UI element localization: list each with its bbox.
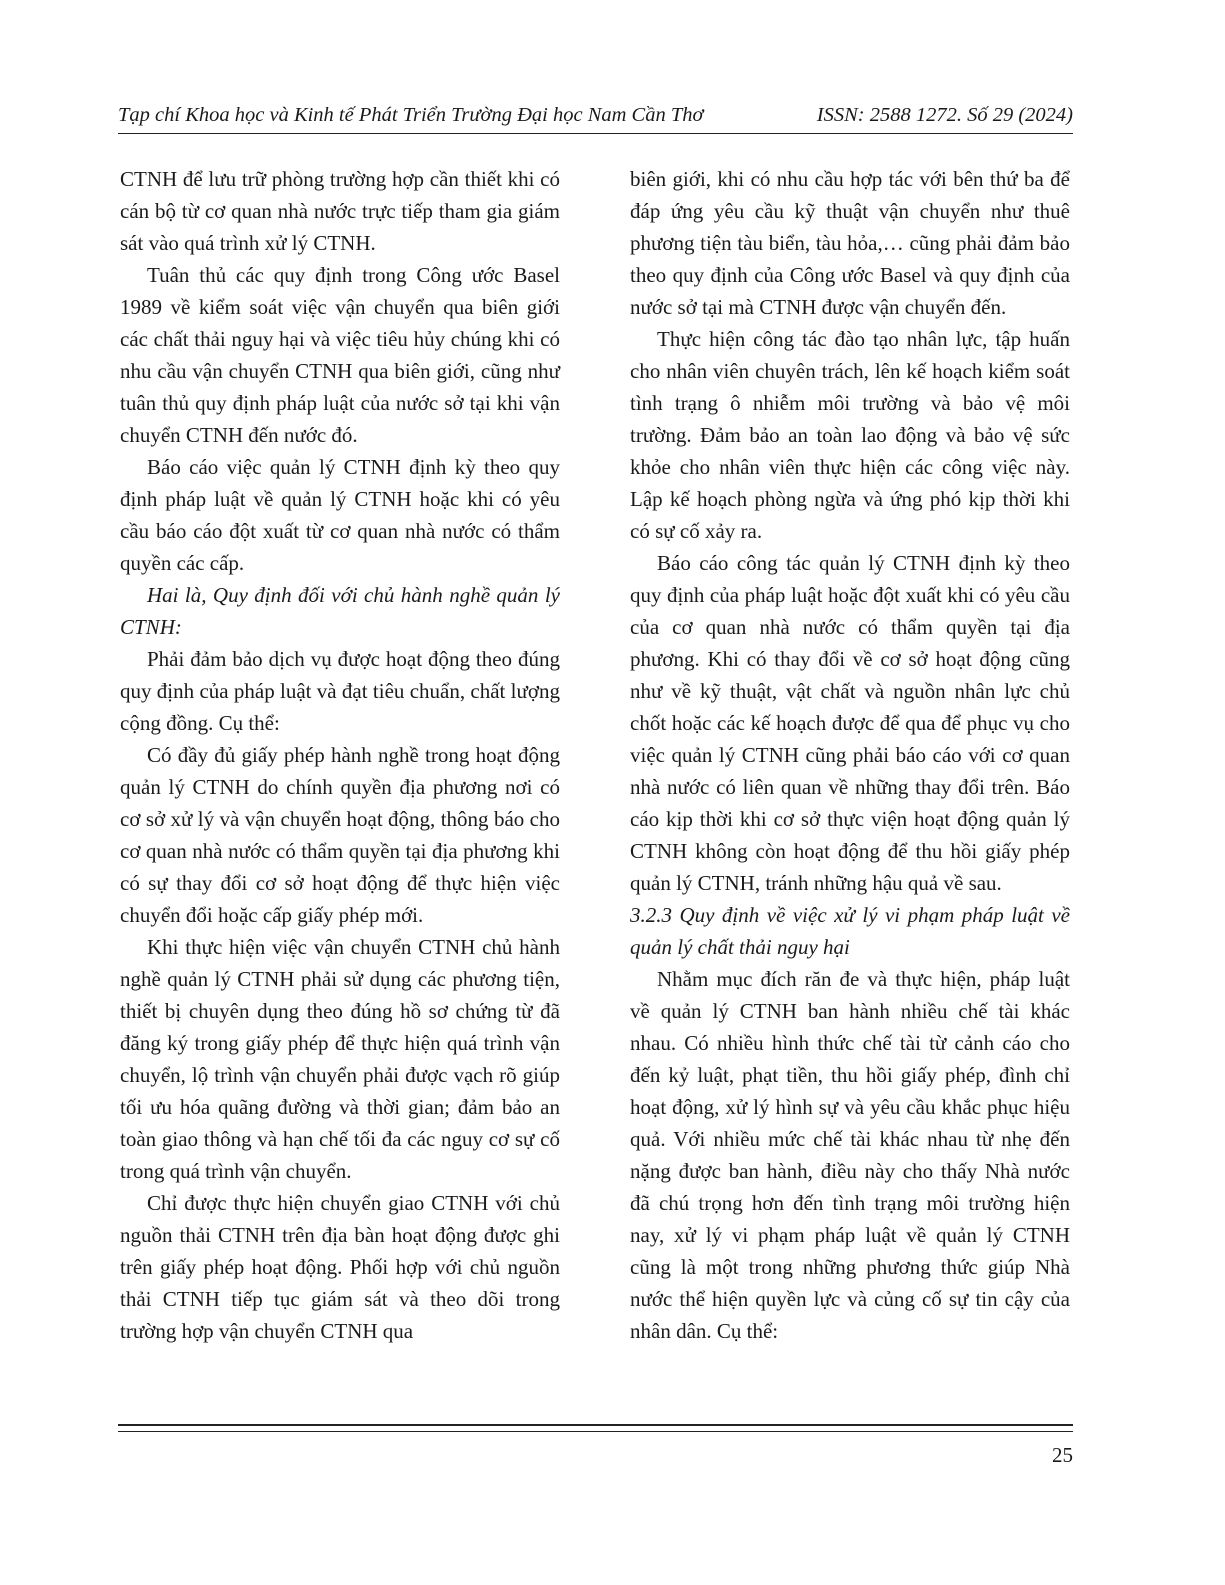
paragraph: Báo cáo công tác quản lý CTNH định kỳ theo quy định của pháp luật hoặc đột xuất khi có yêu cầu của cơ quan nhà nước có thẩm quyền tại địa phương. Khi có thay đổi về cơ sở hoạt động cũng như về kỹ thuật, vật chất và nguồn nhân lực chủ chốt hoặc các kế hoạch được để qua để phục vụ cho việc quản lý CTNH cũng phải báo cáo với cơ quan nhà nước có liên quan về những thay đổi trên. Báo cáo kịp thời khi cơ sở thực viện hoạt động quản lý CTNH không còn hoạt động để thu hồi giấy phép quản lý CTNH, tránh những hậu quả về sau.: [630, 551, 1070, 895]
paragraph: Phải đảm bảo dịch vụ được hoạt động theo đúng quy định của pháp luật và đạt tiêu chuẩn, chất lượng cộng đồng. Cụ thể:: [120, 647, 560, 735]
paragraph: Nhằm mục đích răn đe và thực hiện, pháp luật về quản lý CTNH ban hành nhiều chế tài khác nhau. Có nhiều hình thức chế tài từ cảnh cáo cho đến kỷ luật, phạt tiền, thu hồi giấy phép, đình chỉ hoạt động, xử lý hình sự và yêu cầu khắc phục hiệu quả. Với nhiều mức chế tài khác nhau từ nhẹ đến nặng được ban hành, điều này cho thấy Nhà nước đã chú trọng hơn đến tình trạng môi trường hiện nay, xử lý vi phạm pháp luật về quản lý CTNH cũng là một trong những phương thức giúp Nhà nước thể hiện quyền lực và củng cố sự tin cậy của nhân dân. Cụ thể:: [630, 967, 1070, 1343]
journal-title: Tạp chí Khoa học và Kinh tế Phát Triển Trường Đại học Nam Cần Thơ: [118, 104, 704, 126]
paragraph: Báo cáo việc quản lý CTNH định kỳ theo quy định pháp luật về quản lý CTNH hoặc khi có yêu cầu báo cáo đột xuất từ cơ quan nhà nước có thẩm quyền các cấp.: [120, 455, 560, 575]
paragraph: Chỉ được thực hiện chuyển giao CTNH với chủ nguồn thải CTNH trên địa bàn hoạt động được ghi trên giấy phép hoạt động. Phối hợp với chủ nguồn thải CTNH tiếp tục giám sát và theo dõi trong trường hợp vận chuyển CTNH qua: [120, 1191, 560, 1343]
page-number: 25: [1052, 1443, 1073, 1467]
paragraph: Tuân thủ các quy định trong Công ước Basel 1989 về kiểm soát việc vận chuyển qua biên giới các chất thải nguy hại và việc tiêu hủy chúng khi có nhu cầu vận chuyển CTNH qua biên giới, cũng như tuân thủ quy định pháp luật của nước sở tại khi vận chuyển CTNH đến nước đó.: [120, 263, 560, 447]
section-heading: 3.2.3 Quy định về việc xử lý vi phạm pháp luật về quản lý chất thải nguy hại: [630, 903, 1070, 959]
header-rule: [118, 133, 1073, 134]
left-column: [120, 163, 560, 1347]
paragraph: Thực hiện công tác đào tạo nhân lực, tập huấn cho nhân viên chuyên trách, lên kế hoạch kiểm soát tình trạng ô nhiễm môi trường và bảo vệ môi trường. Đảm bảo an toàn lao động và bảo vệ sức khỏe cho nhân viên thực hiện các công việc này. Lập kế hoạch phòng ngừa và ứng phó kịp thời khi có sự cố xảy ra.: [630, 327, 1070, 543]
footer-rule-thick: [118, 1424, 1073, 1426]
paragraph-continued: CTNH để lưu trữ phòng trường hợp cần thiết khi có cán bộ từ cơ quan nhà nước trực tiếp tham gia giám sát vào quá trình xử lý CTNH.: [120, 167, 560, 255]
paragraph: Khi thực hiện việc vận chuyển CTNH chủ hành nghề quản lý CTNH phải sử dụng các phương tiện, thiết bị chuyên dụng theo đúng hồ sơ chứng từ đã đăng ký trong giấy phép để thực hiện quá trình vận chuyển, lộ trình vận chuyển phải được vạch rõ giúp tối ưu hóa quãng đường và thời gian; đảm bảo an toàn giao thông và hạn chế tối đa các nguy cơ sự cố trong quá trình vận chuyển.: [120, 935, 560, 1183]
subheading: Hai là, Quy định đối với chủ hành nghề quản lý CTNH:: [120, 583, 560, 639]
footer-rule-thin: [118, 1431, 1073, 1432]
issn-issue: ISSN: 2588 1272. Số 29 (2024): [816, 104, 1073, 126]
right-column: [630, 163, 1070, 1347]
paragraph: Có đầy đủ giấy phép hành nghề trong hoạt động quản lý CTNH do chính quyền địa phương nơi có cơ sở xử lý và vận chuyển hoạt động, thông báo cho cơ quan nhà nước có thẩm quyền tại địa phương khi có sự thay đổi cơ sở hoạt động để thực hiện việc chuyển đổi hoặc cấp giấy phép mới.: [120, 743, 560, 927]
paragraph-continued: biên giới, khi có nhu cầu hợp tác với bên thứ ba để đáp ứng yêu cầu kỹ thuật vận chuyển như thuê phương tiện tàu biển, tàu hỏa,… cũng phải đảm bảo theo quy định của Công ước Basel và quy định của nước sở tại mà CTNH được vận chuyển đến.: [630, 167, 1070, 319]
